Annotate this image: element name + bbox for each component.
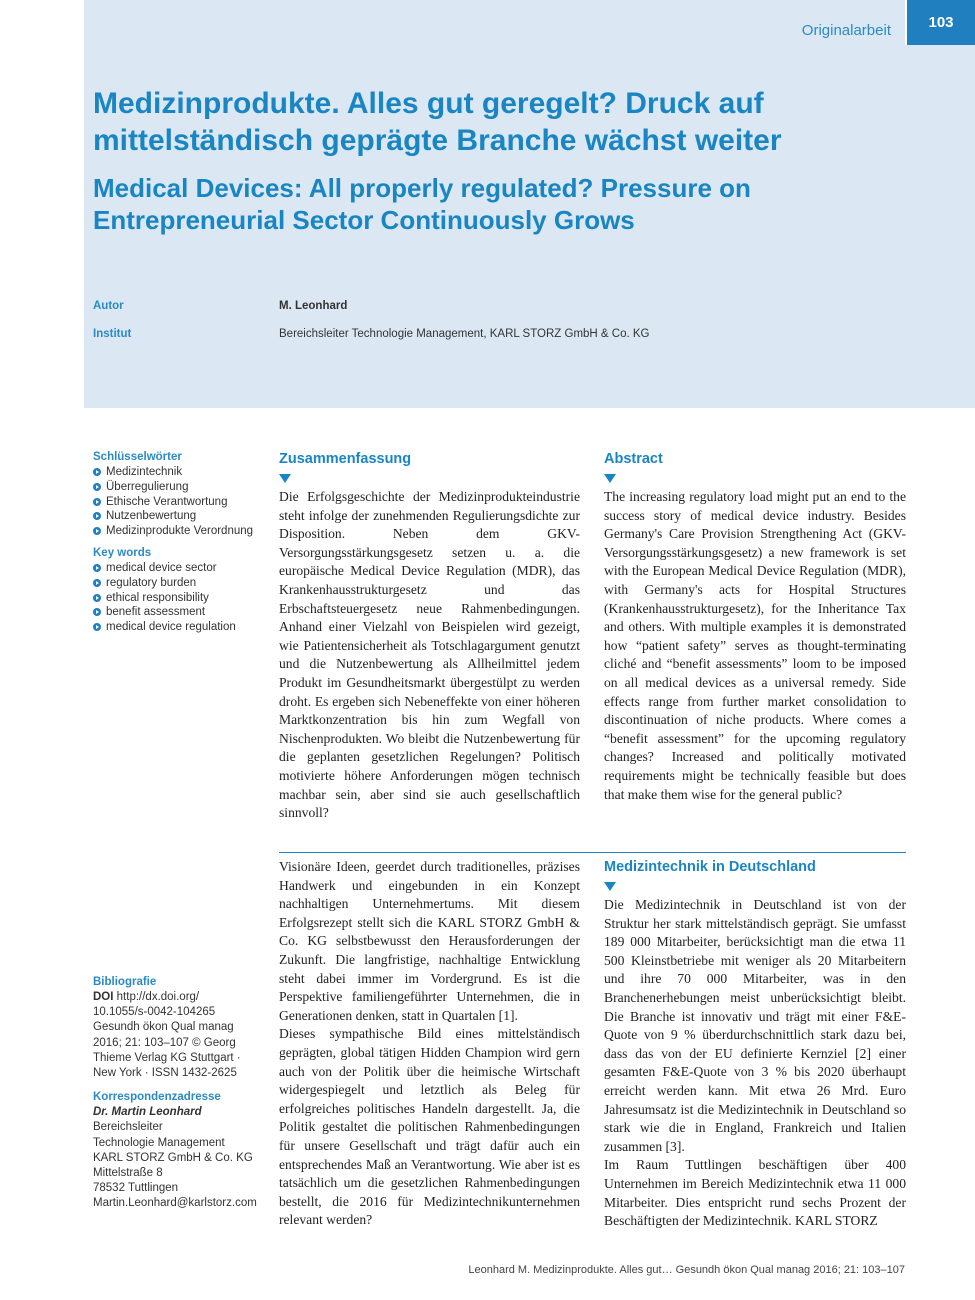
- author-label: Autor: [93, 300, 124, 312]
- arrow-bullet-icon: [93, 483, 101, 491]
- keyword-item: Nutzenbewertung: [93, 509, 273, 524]
- arrow-bullet-icon: [93, 498, 101, 506]
- correspondence-line: Technologie Management: [93, 1136, 225, 1149]
- bibliography-line: New York · ISSN 1432-2625: [93, 1067, 237, 1080]
- correspondence-name: Dr. Martin Leonhard: [93, 1106, 202, 1119]
- arrow-bullet-icon: [93, 594, 101, 602]
- title-german: Medizinprodukte. Alles gut geregelt? Druck auf mittelständisch geprägte Branche wächst weiter: [93, 87, 782, 157]
- arrow-bullet-icon: [93, 512, 101, 520]
- body-paragraph: Im Raum Tuttlingen beschäftigen über 400 Unternehmen im Bereich Medizintechnik etwa 11 000 Mitarbeiter. Dies entspricht rund sechs Prozent der Beschäftigten der Medizintechnik. KARL STORZ: [604, 1157, 906, 1229]
- author-name: M. Leonhard: [279, 300, 348, 312]
- section-divider: [279, 852, 906, 853]
- correspondence-line: Mittelstraße 8: [93, 1167, 163, 1180]
- bibliography-line: 10.1055/s-0042-104265: [93, 1006, 216, 1019]
- arrow-bullet-icon: [93, 623, 101, 631]
- body-paragraph: Dieses sympathische Bild eines mittelständisch geprägten, global tätigen Hidden Champion wird gern auch von der Politik über die heimische Wirtschaft widergespiegelt und letztlich als Beleg für erfolgreiches politisches Handeln dargestellt. Ja, die Politik gestaltet die politischen Rahmenbedingungen für unsere Gesellschaft und trägt dafür auch ein entsprechendes Maß an Verantwortung. Wie aber ist es tatsächlich um die gesetzlichen Rahmenbedingungen bestellt, die 2016 für Medizintechnikunternehmen relevant werden?: [279, 1026, 580, 1228]
- arrow-bullet-icon: [93, 608, 101, 616]
- keywords-en-list: [93, 561, 273, 635]
- section-heading: Medizintechnik in Deutschland: [604, 859, 816, 875]
- institute-label: Institut: [93, 328, 132, 340]
- keyword-item: medical device regulation: [93, 620, 273, 635]
- arrow-bullet-icon: [93, 579, 101, 587]
- arrow-bullet-icon: [93, 527, 101, 535]
- triangle-down-icon: [604, 882, 616, 891]
- keyword-item: Überregulierung: [93, 480, 273, 495]
- bibliography-block: [93, 976, 273, 1212]
- correspondence-line: 78532 Tuttlingen: [93, 1182, 179, 1195]
- institute-name: Bereichsleiter Technologie Management, KARL STORZ GmbH & Co. KG: [279, 328, 650, 340]
- body-paragraph: Visionäre Ideen, geerdet durch traditionelles, präzises Handwerk und eingebunden in ein Konzept nachhaltigen Unternehmertums. Mit diesem Erfolgsrezept stellt sich die KARL STORZ GmbH & Co. KG selbstbewusst den Herausforderungen der Zukunft. Die langfristige, nachhaltige Entwicklung steht dabei immer im Vordergrund. Es ist die Perspektive familiengeführter Unternehmen, die in Generationen denken, statt in Quartalen [1].: [279, 859, 580, 1023]
- bibliography-line: Thieme Verlag KG Stuttgart ·: [93, 1051, 241, 1064]
- bibliography-line: Gesundh ökon Qual manag: [93, 1021, 234, 1034]
- keyword-item: Medizintechnik: [93, 465, 273, 480]
- bibliography-heading: Bibliografie: [93, 976, 157, 988]
- correspondence-line: Bereichsleiter: [93, 1121, 163, 1134]
- keyword-item: medical device sector: [93, 561, 273, 576]
- correspondence-line: KARL STORZ GmbH & Co. KG: [93, 1151, 253, 1164]
- keyword-item: regulatory burden: [93, 576, 273, 591]
- doi-label: DOI: [93, 991, 114, 1003]
- abstract-heading: Abstract: [604, 451, 663, 467]
- title-english: Medical Devices: All properly regulated? Pressure on Entrepreneurial Sector Continuously Grows: [93, 173, 751, 235]
- keywords-de-heading: Schlüsselwörter: [93, 451, 182, 463]
- body-column-1: [279, 858, 580, 1230]
- zusammenfassung-section: [279, 450, 580, 823]
- keyword-item: benefit assessment: [93, 605, 273, 620]
- zusammenfassung-heading: Zusammenfassung: [279, 451, 412, 467]
- zusammenfassung-text: Die Erfolgsgeschichte der Medizinprodukteindustrie steht infolge der zunehmenden Regulierungsdichte zur Disposition. Neben dem GKV-Versorgungsstärkungsgesetz setzen u. a. die europäische Medical Device Regulation (MDR), das Krankenhausstrukturgesetz und das Erbschaftsteuergesetz neue Rahmenbedingungen. Anhand einer Vielzahl von Beispielen wird gezeigt, wie Patientensicherheit als Totschlagargument genutzt und die Nutzenbewertung als Allheilmittel jedem Produkt im Gesundheitsmarkt übergestülpt zu werden droht. Es ergeben sich Nebeneffekte von einer höheren Marktkonzentration bis hin zum Wegfall von Nischenprodukten. Wo bleibt die Nutzenbewertung für die geplanten gesetzlichen Regelungen? Politisch motivierte höhere Anforderungen mögen technisch machbar sein, aber sind sie auch gesellschaftlich sinnvoll?: [279, 489, 580, 821]
- doi-line: [93, 990, 273, 1005]
- arrow-bullet-icon: [93, 564, 101, 572]
- body-column-2: [604, 858, 906, 1231]
- keyword-item: ethical responsibility: [93, 591, 273, 606]
- abstract-section: [604, 450, 906, 804]
- page-number: 103: [907, 0, 975, 45]
- keyword-item: Medizinprodukte Verordnung: [93, 524, 273, 539]
- triangle-down-icon: [279, 474, 291, 483]
- arrow-bullet-icon: [93, 468, 101, 476]
- body-paragraph: Die Medizintechnik in Deutschland ist von der Struktur her stark mittelständisch geprägt. Sie umfasst 189 000 Mitarbeiter, berücksichtigt man die etwa 11 500 Kleinstbetriebe mit weniger als 20 Mitarbeitern und ihre 70 000 Mitarbeiter, was in den Branchenerhebungen meist unberücksichtigt bleibt. Die Branche ist innovativ und trägt mit einer F&E-Quote von 9 % überdurchschnittlich stark dazu bei, dass das von der EU definierte Kernziel [2] einer gesamten F&E-Quote von 3 % bis 2020 überhaupt erreicht werden kann. Mit etwa 26 Mrd. Euro Jahresumsatz ist die Medizintechnik in Deutschland so stark wie die in England, Frankreich und Italien zusammen [3].: [604, 897, 906, 1154]
- keywords-de-list: [93, 465, 273, 539]
- page-footer: Leonhard M. Medizinprodukte. Alles gut… Gesundh ökon Qual manag 2016; 21: 103–107: [468, 1264, 905, 1276]
- abstract-text: The increasing regulatory load might put an end to the success story of medical device industry. Besides Germany's Care Provision Strengthening Act (GKV-Versorgungsstärkungsgesetz) a new framework is set with the European Medical Device Regulation (MDR), with Germany's acts for Hospital Structures (Krankenhausstrukturgesetz), for the Inheritance Tax and others. With multiple examples it is demonstrated how “patient safety” serves as thought-terminating cliché and “benefit assessments” loom to be imposed on all medical devices as a universal remedy. Side effects range from further market consolidation to discontinuation of niche products. Where comes a “benefit assessment” for the upcoming regulatory changes? Increased and politically motivated requirements might be technically feasible but does that make them wise for the general public?: [604, 489, 906, 802]
- keyword-item: Ethische Verantwortung: [93, 495, 273, 510]
- section-label: Originalarbeit: [801, 22, 891, 39]
- keywords-block: [93, 451, 273, 635]
- correspondence-heading: Korrespondenzadresse: [93, 1091, 221, 1104]
- correspondence-email[interactable]: Martin.Leonhard@karlstorz.com: [93, 1197, 257, 1210]
- keywords-en-heading: Key words: [93, 546, 152, 559]
- bibliography-line: 2016; 21: 103–107 © Georg: [93, 1036, 236, 1049]
- doi-url[interactable]: http://dx.doi.org/: [116, 991, 200, 1003]
- triangle-down-icon: [604, 474, 616, 483]
